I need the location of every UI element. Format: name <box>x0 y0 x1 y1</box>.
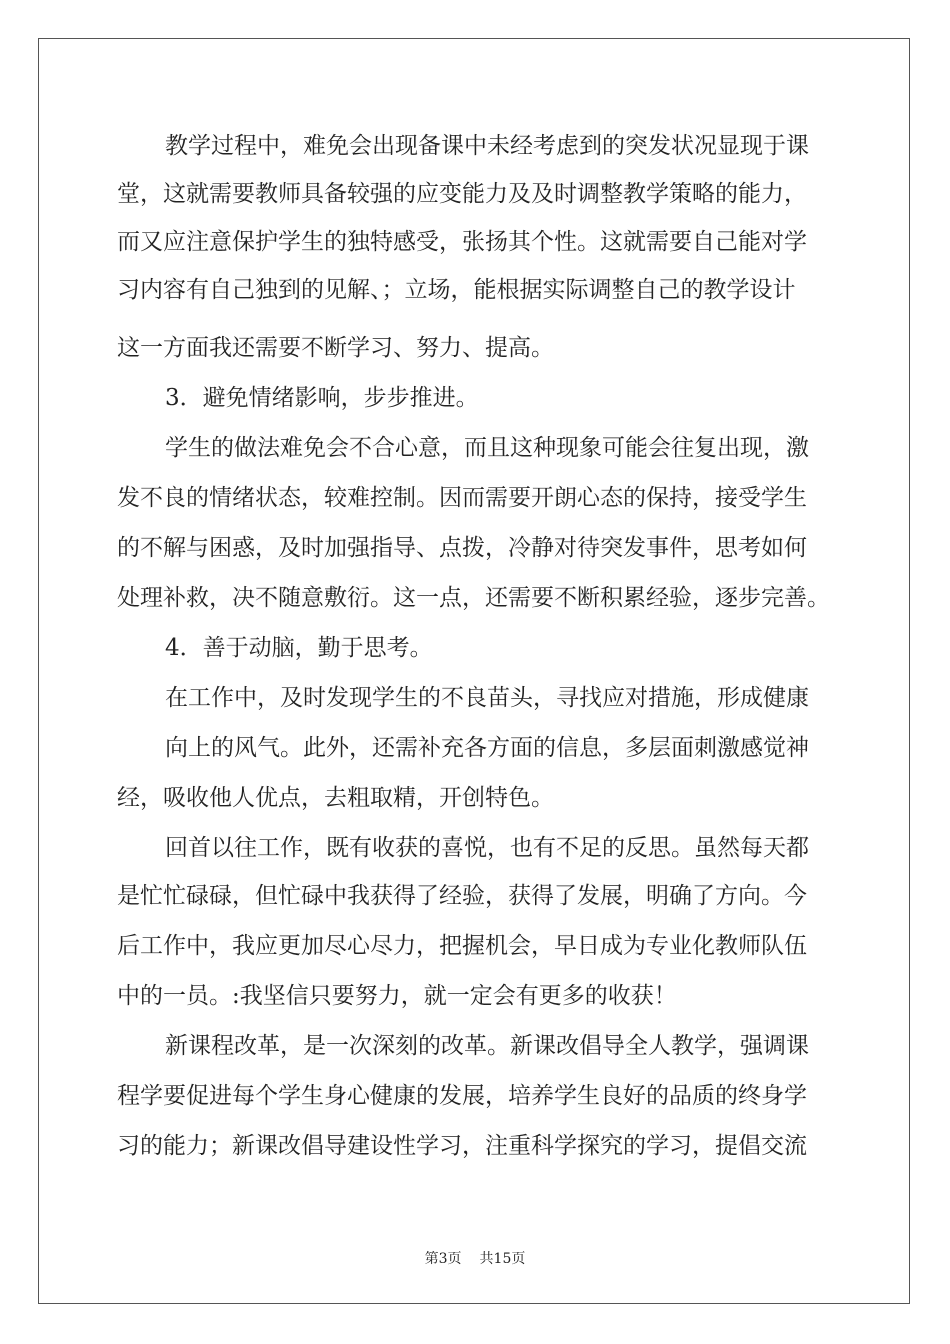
text-line: 4．善于动脑，勤于思考。 <box>165 635 433 661</box>
text-line: 中的一员。:我坚信只要努力，就一定会有更多的收获！ <box>117 983 677 1009</box>
text-line: 发不良的情绪状态，较难控制。因而需要开朗心态的保持，接受学生 <box>117 485 807 511</box>
text-line: 习内容有自己独到的见解、；立场，能根据实际调整自己的教学设计 <box>117 277 796 303</box>
text-line: 经，吸收他人优点，去粗取精，开创特色。 <box>117 785 554 811</box>
total-pages: 共15页 <box>479 1251 526 1267</box>
text-line: 向上的风气。此外，还需补充各方面的信息，多层面刺激感觉神 <box>165 735 809 761</box>
text-line: 回首以往工作，既有收获的喜悦，也有不足的反思。虽然每天都 <box>165 835 809 861</box>
text-line: 的不解与困惑，及时加强指导、点拨，冷静对待突发事件，思考如何 <box>117 535 807 561</box>
page-footer <box>0 1248 950 1268</box>
text-line: 处理补救，决不随意敷衍。这一点，还需要不断积累经验，逐步完善。 <box>117 585 830 611</box>
text-line: 教学过程中，难免会出现备课中未经考虑到的突发状况显现于课 <box>165 133 809 159</box>
page-number: 第3页 <box>424 1251 462 1267</box>
text-line: 这一方面我还需要不断学习、努力、提高。 <box>117 335 554 361</box>
text-line: 堂，这就需要教师具备较强的应变能力及及时调整教学策略的能力， <box>117 181 807 207</box>
text-line: 在工作中，及时发现学生的不良苗头，寻找应对措施，形成健康 <box>165 685 809 711</box>
text-line: 而又应注意保护学生的独特感受，张扬其个性。这就需要自己能对学 <box>117 229 807 255</box>
text-line: 3．避免情绪影响，步步推进。 <box>165 385 479 411</box>
text-line: 习的能力；新课改倡导建设性学习，注重科学探究的学习，提倡交流 <box>117 1133 807 1159</box>
text-line: 学生的做法难免会不合心意，而且这种现象可能会往复出现，激 <box>165 435 809 461</box>
text-line: 后工作中，我应更加尽心尽力，把握机会，早日成为专业化教师队伍 <box>117 933 807 959</box>
text-line: 新课程改革，是一次深刻的改革。新课改倡导全人教学，强调课 <box>165 1033 809 1059</box>
text-line: 程学要促进每个学生身心健康的发展，培养学生良好的品质的终身学 <box>117 1083 807 1109</box>
text-line: 是忙忙碌碌，但忙碌中我获得了经验，获得了发展，明确了方向。今 <box>117 883 807 909</box>
